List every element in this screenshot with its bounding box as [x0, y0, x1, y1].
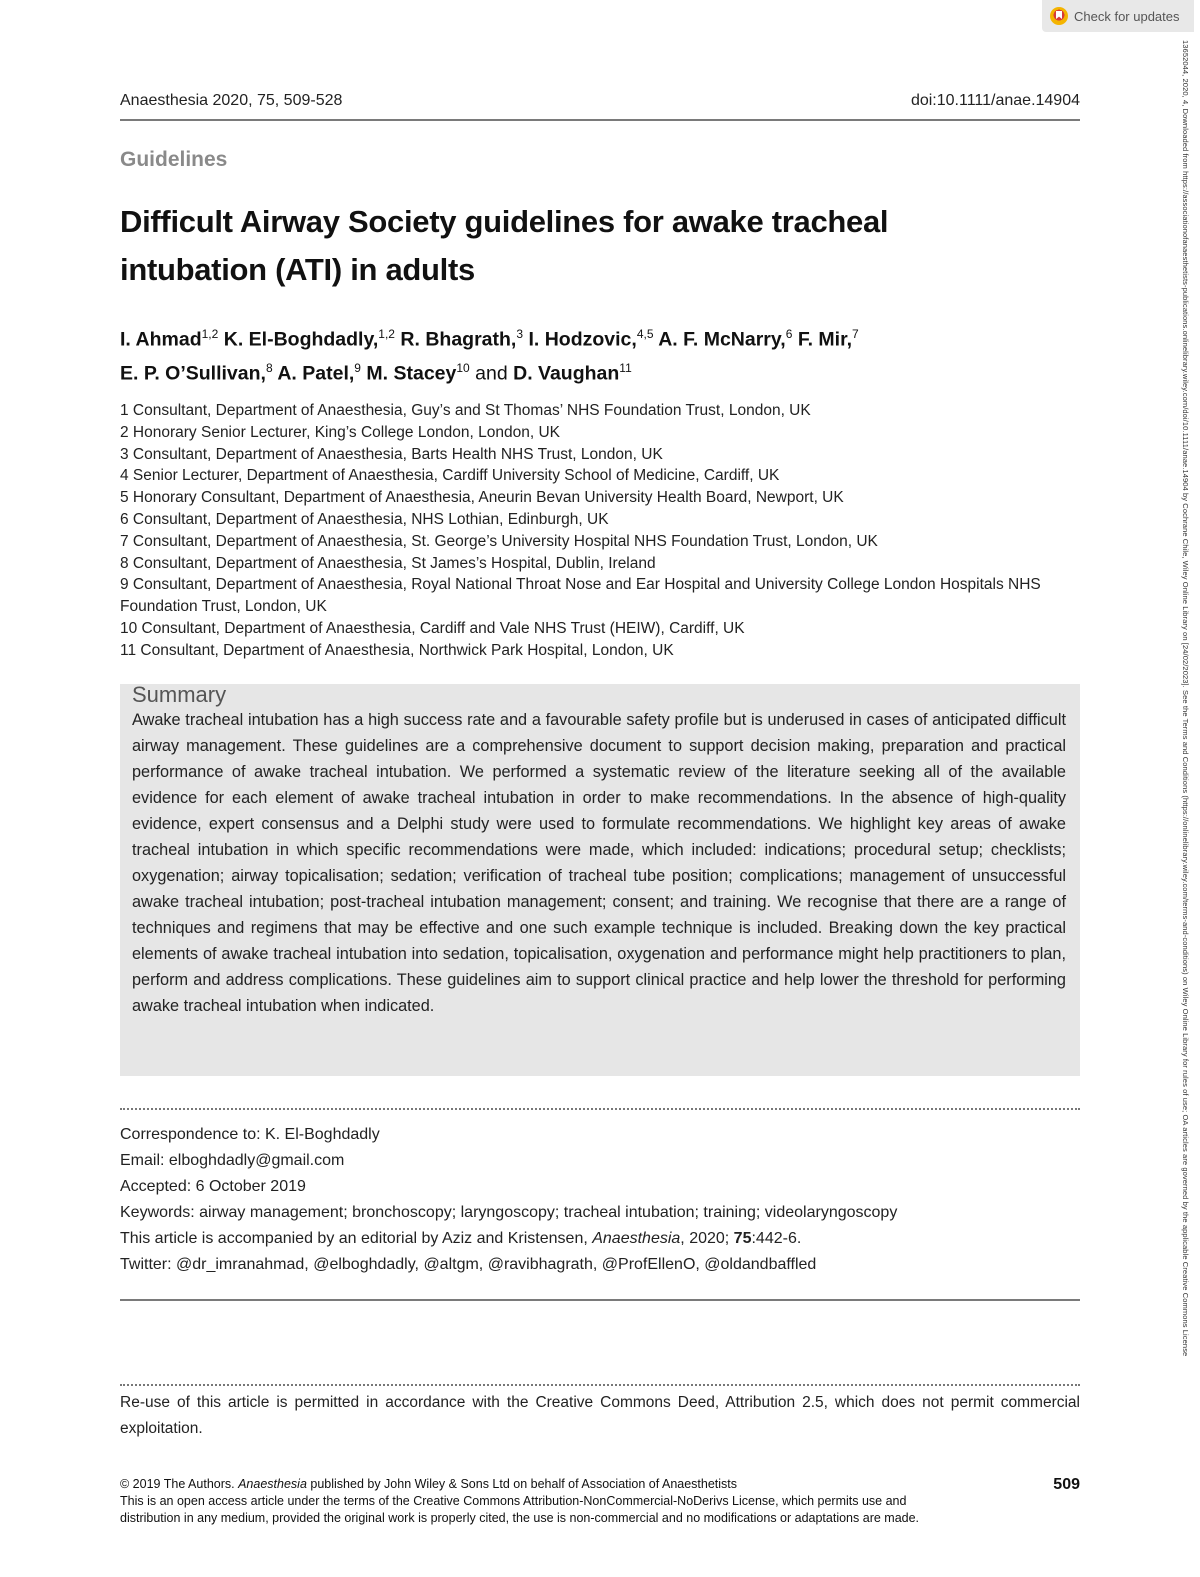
bookmark-badge-icon: [1050, 7, 1068, 25]
editorial-pages: :442-6.: [751, 1230, 802, 1247]
author-name: M. Stacey: [366, 362, 457, 384]
accepted-date: Accepted: 6 October 2019: [120, 1178, 306, 1195]
editorial-prefix: This article is accompanied by an editorial by Aziz and Kristensen,: [120, 1230, 593, 1247]
affiliation-item: 10 Consultant, Department of Anaesthesia, Cardiff and Vale NHS Trust (HEIW), Cardiff, UK: [120, 619, 745, 637]
page-number: 509: [1053, 1476, 1080, 1493]
page-footer: [120, 1476, 1080, 1527]
editorial-volume: 75: [733, 1230, 752, 1247]
check-for-updates-label: Check for updates: [1074, 8, 1180, 24]
email[interactable]: Email: elboghdadly@gmail.com: [120, 1152, 345, 1169]
keywords: Keywords: airway management; bronchoscopy; laryngoscopy; tracheal intubation; training; videolaryngoscopy: [120, 1204, 898, 1221]
affiliation-item: 1 Consultant, Department of Anaesthesia, Guy’s and St Thomas’ NHS Foundation Trust, London, UK: [120, 402, 811, 419]
journal-citation: Anaesthesia 2020, 75, 509-528: [120, 92, 343, 109]
copyright-prefix: © 2019 The Authors.: [120, 1477, 239, 1491]
author-affiliation-marker: 3: [516, 327, 524, 341]
summary-box: [120, 684, 1080, 1076]
author-list: [120, 320, 1020, 387]
editorial-journal: Anaesthesia: [592, 1230, 681, 1247]
dotted-divider: [120, 1384, 1080, 1386]
affiliation-item: 2 Honorary Senior Lecturer, King’s College London, London, UK: [120, 423, 561, 441]
summary-heading: Summary: [132, 682, 227, 707]
affiliation-item: 8 Consultant, Department of Anaesthesia, St James’s Hospital, Dublin, Ireland: [120, 554, 656, 572]
author-name: E. P. O’Sullivan,: [120, 362, 266, 384]
correspondence: Correspondence to: K. El-Boghdadly: [120, 1126, 380, 1143]
author-name: A. F. McNarry,: [658, 328, 786, 351]
running-header: [120, 92, 1080, 110]
affiliation-item: 5 Honorary Consultant, Department of Anaesthesia, Aneurin Bevan University Health Board, Newport, UK: [120, 489, 844, 507]
affiliation-item: 6 Consultant, Department of Anaesthesia, NHS Lothian, Edinburgh, UK: [120, 510, 609, 528]
author-name: D. Vaughan: [513, 362, 620, 384]
affiliation-item: 4 Senior Lecturer, Department of Anaesthesia, Cardiff University School of Medicine, Cardiff, UK: [120, 467, 780, 485]
author-affiliation-marker: 4,5: [636, 327, 654, 341]
author-conjunction: and: [475, 362, 514, 384]
copyright-journal: Anaesthesia: [238, 1477, 307, 1491]
header-rule: [120, 119, 1080, 121]
affiliation-item: 9 Consultant, Department of Anaesthesia, Royal National Throat Nose and Ear Hospital and University College London Hospitals NHS Foundation Trust, London, UK: [120, 576, 1041, 616]
article-title: Difficult Airway Society guidelines for awake tracheal intubation (ATI) in adults: [120, 204, 889, 287]
author-affiliation-marker: 1,2: [378, 327, 395, 341]
author-name: F. Mir,: [797, 328, 853, 351]
author-affiliation-marker: 1,2: [201, 327, 219, 341]
affiliation-item: 11 Consultant, Department of Anaesthesia, Northwick Park Hospital, London, UK: [120, 641, 674, 659]
section-label: Guidelines: [120, 148, 228, 171]
dotted-divider: [120, 1108, 1080, 1110]
author-affiliation-marker: 10: [456, 360, 470, 375]
copyright-line: [120, 1476, 737, 1493]
license-line: This is an open access article under the terms of the Creative Commons Attribution-NonCommercial-NoDerivs License, which permits use and: [120, 1494, 907, 1508]
author-affiliation-marker: 8: [265, 360, 273, 375]
author-name: K. El-Boghdadly,: [223, 328, 379, 351]
author-affiliation-marker: 7: [852, 327, 859, 341]
doi-link[interactable]: doi:10.1111/anae.14904: [910, 92, 1080, 109]
author-name: R. Bhagrath,: [400, 328, 517, 351]
author-affiliation-marker: 11: [619, 360, 632, 375]
affiliation-item: 7 Consultant, Department of Anaesthesia, St. George’s University Hospital NHS Foundation Trust, London, UK: [120, 532, 878, 550]
author-affiliation-marker: 9: [354, 360, 361, 375]
copyright-suffix: published by John Wiley & Sons Ltd on behalf of Association of Anaesthetists: [306, 1477, 738, 1491]
twitter-handles: Twitter: @dr_imranahmad, @elboghdadly, @altgm, @ravibhagrath, @ProfEllenO, @oldandbaffled: [120, 1256, 817, 1273]
affiliation-list: [120, 400, 1080, 662]
article-metadata: [120, 1122, 1080, 1278]
reuse-notice: Re-use of this article is permitted in accordance with the Creative Commons Deed, Attribution 2.5, which does not permit commercial exploitation.: [120, 1394, 1080, 1437]
author-name: I. Ahmad: [120, 328, 202, 351]
editorial-year: , 2020;: [680, 1230, 734, 1247]
author-name: I. Hodzovic,: [528, 328, 637, 351]
summary-text: Awake tracheal intubation has a high success rate and a favourable safety profile but is underused in cases of anticipated difficult airway management. These guidelines are a comprehensive document to support decision making, preparation and practical performance of awake tracheal intubation. We performed a systematic review of the literature seeking all of the available evidence for each element of awake tracheal intubation in order to make recommendations. In the absence of high-quality evidence, expert consensus and a Delphi study were used to formulate recommendations. We highlight key areas of awake tracheal intubation in which specific recommendations were made, which included: indications; procedural setup; checklists; oxygenation; airway topicalisation; sedation; verification of tracheal tube position; complications; management of unsuccessful awake tracheal intubation; post-tracheal intubation management; consent; and training. We recognise that there are a range of techniques and regimens that may be effective and one such example technique is included. Breaking down the key practical elements of awake tracheal intubation into sedation, topicalisation, oxygenation and performance might help practitioners to plan, perform and address complications. These guidelines aim to support clinical practice and help lower the threshold for performing awake tracheal intubation when indicated.: [132, 711, 1066, 1015]
author-affiliation-marker: 6: [785, 327, 793, 341]
metadata-rule: [120, 1299, 1080, 1301]
download-notice-strip: 13652044, 2020, 4, Downloaded from https://associationofanaesthetists-publications.onlinelibrary.wiley.com/doi/10.1111/anae.14904 by Cochrane Chile, Wiley Online Library on [24/02/2023]. See the Terms and Conditions (https://onlinelibrary.wiley.com/terms-and-conditions) on Wiley Online Library for rules of use; OA articles are governed by the applicable Creative Commons License: [1181, 40, 1190, 1357]
editorial-note: [120, 1226, 1080, 1252]
license-line: distribution in any medium, provided the original work is properly cited, the use is non-commercial and no modifications or adaptations are made.: [120, 1511, 920, 1525]
author-name: A. Patel,: [277, 362, 355, 384]
affiliation-item: 3 Consultant, Department of Anaesthesia, Barts Health NHS Trust, London, UK: [120, 445, 663, 463]
check-for-updates-button[interactable]: [1042, 0, 1194, 32]
